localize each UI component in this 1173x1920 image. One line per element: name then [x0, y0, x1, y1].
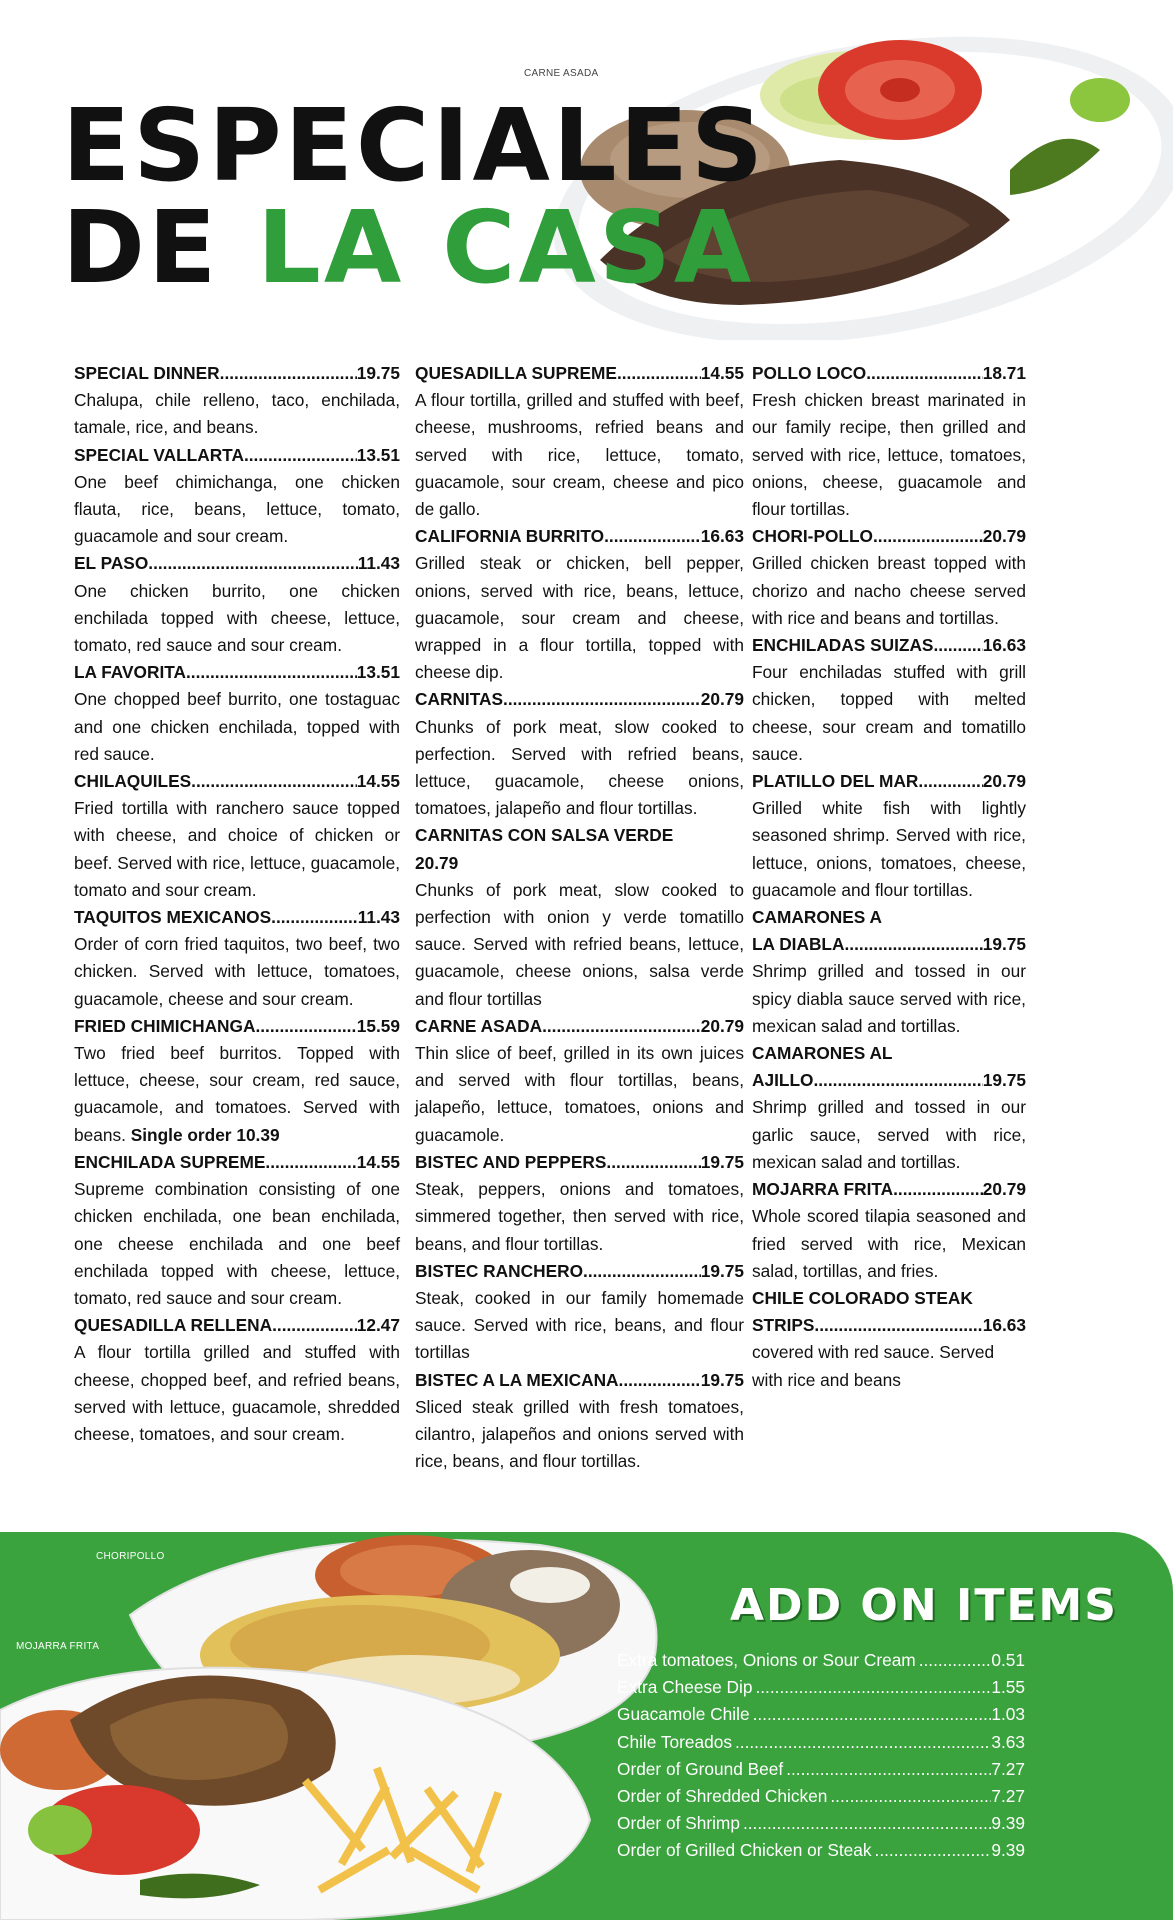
menu-item-name: FRIED CHIMICHANGA: [74, 1015, 256, 1036]
mojarra-frita-photo: [0, 1630, 600, 1920]
menu-item: [752, 1040, 1026, 1176]
menu-item-description: covered with red sauce. Served with rice and beans: [752, 1342, 995, 1390]
menu-item-price: 20.79: [700, 1015, 744, 1036]
addon-title: ADD ON ITEMS: [730, 1580, 1118, 1631]
menu-item-description: Chunks of pork meat, slow cooked to perfection. Served with refried beans, lettuce, guacamole, cheese onions, tomatoes, jalapeño and flour tortillas.: [415, 716, 744, 819]
menu-item-description: Whole scored tilapia seasoned and fried served with rice, Mexican salad, tortillas, and fries.: [752, 1206, 1026, 1281]
menu-item-price: 20.79: [415, 852, 459, 873]
menu-item: [74, 442, 400, 551]
menu-item-price: 13.51: [356, 662, 400, 683]
menu-item-price: 19.75: [700, 1369, 744, 1390]
menu-item-name: MOJARRA FRITA: [752, 1179, 894, 1200]
menu-item: [415, 686, 744, 822]
menu-item-price: 19.75: [700, 1151, 744, 1172]
menu-item-name: EL PASO: [74, 553, 149, 574]
menu-item-description: Fresh chicken breast marinated in our family recipe, then grilled and served with rice, lettuce, tomatoes, onions, cheese, guacamole and flour tortillas.: [752, 390, 1026, 520]
menu-item: [752, 904, 1026, 1040]
menu-column-2: [415, 360, 744, 1475]
menu-item: [74, 768, 400, 904]
menu-item-price: 11.43: [357, 907, 400, 928]
menu-item-description: One chicken burrito, one chicken enchilada topped with cheese, lettuce, tomato, red sauce and sour cream.: [74, 580, 400, 656]
addon-item-price: 7.27: [991, 1758, 1025, 1779]
addon-item-name: Order of Ground Beef: [617, 1758, 784, 1779]
menu-column-3: [752, 360, 1026, 1394]
menu-item-price: 16.63: [982, 635, 1026, 656]
addon-item-name: Chile Toreados: [617, 1731, 732, 1752]
addon-item: [617, 1647, 1025, 1674]
menu-item-price: 18.71: [982, 363, 1026, 383]
mojarra-frita-photo-label: MOJARRA FRITA: [16, 1641, 100, 1652]
menu-item-description: Grilled white fish with lightly seasoned shrimp. Served with rice, lettuce, onions, tomatoes, cheese, guacamole and flour tortillas.: [752, 798, 1026, 900]
addon-item-price: 3.63: [991, 1731, 1025, 1752]
menu-item-name: QUESADILLA SUPREME: [415, 363, 617, 383]
menu-item-name: ENCHILADAS SUIZAS: [752, 635, 934, 656]
menu-item-name-line1: CAMARONES A: [752, 907, 882, 928]
menu-item-description-text: Two fried beef burritos. Topped with lettuce, cheese, sour cream, red sauce, guacamole, and tomatoes. Served with beans.: [74, 1043, 400, 1145]
menu-item-price: 15.59: [356, 1015, 400, 1036]
menu-item-description: Supreme combination consisting of one chicken enchilada, one bean enchilada, one cheese enchilada and one beef enchilada topped with cheese, lettuce, tomato, red sauce and sour cream.: [74, 1179, 400, 1308]
menu-item-description: Sliced steak grilled with fresh tomatoes, cilantro, jalapeños and onions served with rice, beans, and flour tortillas.: [415, 1396, 744, 1472]
menu-item-description: Shrimp grilled and tossed in our spicy diabla sauce served with rice, mexican salad and tortillas.: [752, 961, 1026, 1036]
menu-item-price: 20.79: [982, 1179, 1026, 1200]
addon-item-name: Extra Cheese Dip: [617, 1677, 753, 1698]
menu-item: [74, 1013, 400, 1149]
menu-item-name: BISTEC AND PEPPERS: [415, 1151, 607, 1172]
menu-item-name: TAQUITOS MEXICANOS: [74, 907, 272, 928]
menu-item-name: CHILAQUILES: [74, 771, 192, 792]
title-line-2a: DE: [62, 189, 220, 306]
menu-item-name: CALIFORNIA BURRITO: [415, 526, 605, 547]
menu-item-name-line1: CHILE COLORADO STEAK: [752, 1287, 973, 1308]
menu-item-price: 14.55: [356, 771, 400, 792]
menu-item: [415, 1367, 744, 1476]
menu-item-name: LA DIABLA: [752, 934, 845, 955]
menu-item-price: 16.63: [982, 1315, 1026, 1336]
menu-item: [752, 768, 1026, 904]
addon-item-price: 9.39: [991, 1813, 1025, 1834]
menu-item-name: CARNITAS: [415, 689, 504, 710]
addon-item: [617, 1674, 1025, 1701]
addon-item-name: Guacamole Chile: [617, 1704, 750, 1725]
menu-item: [752, 1176, 1026, 1285]
menu-item-description: Four enchiladas stuffed with grill chicken, topped with melted cheese, sour cream and tomatillo sauce.: [752, 662, 1026, 764]
addon-item: [617, 1756, 1025, 1783]
menu-item-price: 11.43: [357, 553, 400, 574]
menu-item-description: Steak, cooked in our family homemade sauce. Served with rice, beans, and flour tortillas: [415, 1287, 744, 1363]
menu-item: [415, 1258, 744, 1367]
menu-item-price: 19.75: [700, 1260, 744, 1281]
menu-item-price: 19.75: [982, 1070, 1026, 1091]
menu-item-description: A flour tortilla grilled and stuffed with cheese, chopped beef, and refried beans, served with lettuce, guacamole, shredded cheese, tomatoes, and sour cream.: [74, 1342, 400, 1444]
menu-item-price: 19.75: [982, 934, 1026, 955]
menu-item-price: 19.75: [356, 363, 400, 383]
menu-item-name: LA FAVORITA: [74, 662, 186, 683]
addon-item-price: 9.39: [991, 1840, 1025, 1861]
addon-item: [617, 1729, 1025, 1756]
menu-item-name: PLATILLO DEL MAR: [752, 771, 919, 792]
addon-item-name: Order of Shredded Chicken: [617, 1786, 828, 1807]
menu-item-price: 16.63: [700, 526, 744, 547]
menu-item-description: Chalupa, chile relleno, taco, enchilada, tamale, rice, and beans.: [74, 390, 400, 438]
menu-item-description: Fried tortilla with ranchero sauce topped with cheese, and choice of chicken or beef. Served with rice, lettuce, guacamole, tomato and sour cream.: [74, 798, 400, 900]
menu-item-description: A flour tortilla, grilled and stuffed with beef, cheese, mushrooms, refried beans and served with rice, lettuce, tomato, guacamole, sour cream, cheese and pico de gallo.: [415, 390, 744, 520]
menu-item-name: SPECIAL VALLARTA: [74, 444, 244, 465]
addon-item: [617, 1810, 1025, 1837]
menu-item-price: 20.79: [700, 689, 744, 710]
addon-item-price: 1.55: [991, 1677, 1025, 1698]
menu-item-name: BISTEC A LA MEXICANA: [415, 1369, 619, 1390]
menu-item: [415, 1149, 744, 1258]
menu-item-name: STRIPS: [752, 1315, 815, 1336]
menu-item-name-line1: CAMARONES AL: [752, 1043, 893, 1064]
menu-item-name: BISTEC RANCHERO: [415, 1260, 584, 1281]
menu-item-description: One chopped beef burrito, one tostaguac and one chicken enchilada, topped with red sauce.: [74, 689, 400, 764]
menu-item-description: Order of corn fried taquitos, two beef, two chicken. Served with lettuce, tomatoes, guacamole, cheese and sour cream.: [74, 934, 400, 1009]
menu-item: [74, 904, 400, 1013]
menu-item-price: 13.51: [356, 444, 400, 465]
carne-asada-photo-label: CARNE ASADA: [524, 68, 599, 79]
menu-item-price: 20.79: [982, 526, 1026, 547]
menu-item-description: Steak, peppers, onions and tomatoes, simmered together, then served with rice, beans, and flour tortillas.: [415, 1179, 744, 1254]
title-line-1: ESPECIALES: [62, 87, 766, 204]
menu-item: [415, 1013, 744, 1149]
addon-item-name: Extra tomatoes, Onions or Sour Cream: [617, 1650, 916, 1670]
menu-item: [752, 360, 1026, 523]
menu-item-name: CARNE ASADA: [415, 1015, 543, 1036]
addon-list: [617, 1647, 1025, 1865]
menu-item-description: Shrimp grilled and tossed in our garlic sauce, served with rice, mexican salad and tortillas.: [752, 1097, 1026, 1172]
menu-item: [74, 550, 400, 659]
menu-item-name: QUESADILLA RELLENA: [74, 1315, 273, 1336]
addon-item: [617, 1837, 1025, 1864]
menu-item: [74, 1149, 400, 1312]
menu-item-description: Thin slice of beef, grilled in its own juices and served with flour tortillas, beans, jalapeño, lettuce, tomatoes, onions and guacamole.: [415, 1043, 744, 1145]
single-order-price: Single order 10.39: [130, 1124, 280, 1145]
addon-item-name: Order of Grilled Chicken or Steak: [617, 1840, 872, 1861]
addon-item-name: Order of Shrimp: [617, 1813, 740, 1834]
menu-item: [415, 523, 744, 686]
menu-item-name: CARNITAS CON SALSA VERDE: [415, 825, 674, 846]
menu-item-name: POLLO LOCO: [752, 363, 867, 383]
menu-item-price: 14.55: [700, 363, 744, 383]
addon-item: [617, 1783, 1025, 1810]
addon-item-price: 7.27: [991, 1786, 1025, 1807]
menu-column-1: [74, 360, 400, 1448]
menu-item-description: Grilled chicken breast topped with chorizo and nacho cheese served with rice and beans and tortillas.: [752, 553, 1026, 628]
menu-item: [74, 1312, 400, 1448]
menu-item-description: One beef chimichanga, one chicken flauta, rice, beans, lettuce, tomato, guacamole and sour cream.: [74, 471, 400, 547]
menu-item: [752, 523, 1026, 632]
addon-item: [617, 1701, 1025, 1728]
menu-item: [415, 822, 744, 1012]
page-title: [62, 87, 766, 306]
choripollo-photo-label: CHORIPOLLO: [96, 1551, 165, 1562]
menu-item-description: Grilled steak or chicken, bell pepper, onions, served with rice, beans, lettuce, guacamole, sour cream and cheese, wrapped in a flour tortilla, topped with cheese dip.: [415, 553, 744, 683]
menu-item-price: 14.55: [356, 1151, 400, 1172]
menu-item: [752, 1285, 1026, 1394]
menu-item-name: CHORI-POLLO: [752, 526, 873, 547]
menu-item: [74, 360, 400, 442]
addon-item-price: 0.51: [991, 1650, 1025, 1670]
menu-item-name: SPECIAL DINNER: [74, 363, 220, 383]
menu-item: [74, 659, 400, 768]
menu-item-name: ENCHILADA SUPREME: [74, 1151, 266, 1172]
menu-item-name: AJILLO: [752, 1070, 814, 1091]
menu-item-description: Chunks of pork meat, slow cooked to perfection with onion y verde tomatillo sauce. Served with refried beans, lettuce, guacamole, cheese onions, salsa verde and flour tortillas: [415, 879, 744, 1009]
title-line-2b: LA CASA: [257, 189, 755, 306]
menu-item: [415, 360, 744, 523]
menu-item: [752, 632, 1026, 768]
addon-item-price: 1.03: [991, 1704, 1025, 1725]
menu-item-description: [74, 1040, 400, 1149]
menu-item-price: 20.79: [982, 771, 1026, 792]
menu-item-price: 12.47: [356, 1315, 400, 1336]
